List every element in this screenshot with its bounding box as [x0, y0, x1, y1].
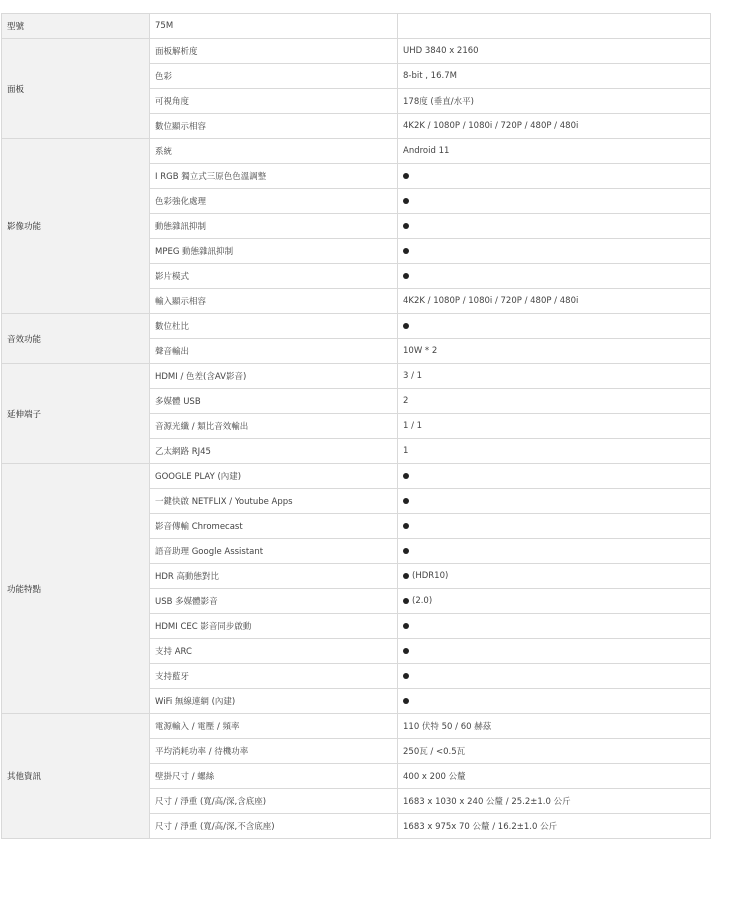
- spec-name-cell: 平均消耗功率 / 待機功率: [150, 739, 398, 764]
- spec-name-cell: 多媒體 USB: [150, 389, 398, 414]
- spec-value-cell: [398, 114, 711, 139]
- spec-value-cell: [398, 239, 711, 264]
- spec-value-text: 4K2K / 1080P / 1080i / 720P / 480P / 480i: [403, 121, 579, 131]
- spec-name-cell: 尺寸 / 淨重 (寬/高/深,不含底座): [150, 814, 398, 839]
- category-cell: 功能特點: [2, 464, 150, 714]
- spec-name-cell: WiFi 無線連網 (內建): [150, 689, 398, 714]
- spec-value-cell: [398, 789, 711, 814]
- spec-value-cell: [398, 39, 711, 64]
- supported-dot-icon: [403, 498, 409, 504]
- model-value: 75M: [150, 14, 398, 39]
- table-row-model: [2, 14, 711, 39]
- spec-value-text: 250瓦 / <0.5瓦: [403, 747, 466, 757]
- spec-value-cell: [398, 414, 711, 439]
- supported-dot-icon: [403, 598, 409, 604]
- spec-name-cell: 乙太網路 RJ45: [150, 439, 398, 464]
- spec-value-cell: [398, 489, 711, 514]
- spec-value-cell: [398, 314, 711, 339]
- spec-name-cell: 語音助理 Google Assistant: [150, 539, 398, 564]
- spec-value-text: 178度 (垂直/水平): [403, 97, 474, 107]
- supported-dot-icon: [403, 173, 409, 179]
- spec-name-cell: 支持 ARC: [150, 639, 398, 664]
- spec-name-cell: MPEG 動態雜訊抑制: [150, 239, 398, 264]
- spec-value-text: 1 / 1: [403, 421, 423, 431]
- spec-value-cell: [398, 664, 711, 689]
- spec-name-cell: 一鍵快啟 NETFLIX / Youtube Apps: [150, 489, 398, 514]
- spec-value-cell: [398, 689, 711, 714]
- supported-dot-icon: [403, 198, 409, 204]
- supported-dot-icon: [403, 623, 409, 629]
- spec-value-text: 8-bit , 16.7M: [403, 71, 457, 81]
- spec-name-cell: 數位顯示相容: [150, 114, 398, 139]
- spec-value-cell: [398, 214, 711, 239]
- spec-value-cell: [398, 564, 711, 589]
- spec-name-cell: 電源輸入 / 電壓 / 頻率: [150, 714, 398, 739]
- spec-value-cell: [398, 539, 711, 564]
- spec-name-cell: 可視角度: [150, 89, 398, 114]
- spec-value-text: (2.0): [412, 596, 433, 606]
- spec-name-cell: 音源光纖 / 類比音效輸出: [150, 414, 398, 439]
- spec-value-cell: [398, 464, 711, 489]
- spec-name-cell: USB 多媒體影音: [150, 589, 398, 614]
- table-row: [2, 714, 711, 739]
- spec-name-cell: HDR 高動態對比: [150, 564, 398, 589]
- spec-value-text: 3 / 1: [403, 371, 423, 381]
- spec-value-cell: [398, 89, 711, 114]
- spec-name-cell: 面板解析度: [150, 39, 398, 64]
- table-row: [2, 464, 711, 489]
- supported-dot-icon: [403, 673, 409, 679]
- table-row: [2, 364, 711, 389]
- spec-value-cell: [398, 614, 711, 639]
- spec-name-cell: HDMI CEC 影音同步啟動: [150, 614, 398, 639]
- spec-value-cell: [398, 64, 711, 89]
- spec-name-cell: HDMI / 色差(含AV影音): [150, 364, 398, 389]
- category-cell: 延伸端子: [2, 364, 150, 464]
- supported-dot-icon: [403, 273, 409, 279]
- spec-value-cell: [398, 364, 711, 389]
- supported-dot-icon: [403, 473, 409, 479]
- spec-value-text: 400 x 200 公釐: [403, 772, 466, 782]
- spec-value-cell: [398, 264, 711, 289]
- spec-name-cell: 影音傳輸 Chromecast: [150, 514, 398, 539]
- spec-name-cell: GOOGLE PLAY (內建): [150, 464, 398, 489]
- spec-value-text: 4K2K / 1080P / 1080i / 720P / 480P / 480i: [403, 296, 579, 306]
- spec-name-cell: 尺寸 / 淨重 (寬/高/深,含底座): [150, 789, 398, 814]
- supported-dot-icon: [403, 698, 409, 704]
- spec-name-cell: 動態雜訊抑制: [150, 214, 398, 239]
- spec-value-cell: [398, 439, 711, 464]
- spec-value-text: 1683 x 1030 x 240 公釐 / 25.2±1.0 公斤: [403, 797, 571, 807]
- spec-value-cell: [398, 764, 711, 789]
- supported-dot-icon: [403, 323, 409, 329]
- spec-value-text: 10W * 2: [403, 346, 438, 356]
- spec-name-cell: 影片模式: [150, 264, 398, 289]
- spec-value-text: Android 11: [403, 146, 450, 156]
- spec-value-cell: [398, 389, 711, 414]
- supported-dot-icon: [403, 573, 409, 579]
- spec-name-cell: 色彩: [150, 64, 398, 89]
- table-row: [2, 314, 711, 339]
- spec-value-text: 110 伏特 50 / 60 赫茲: [403, 722, 492, 732]
- supported-dot-icon: [403, 223, 409, 229]
- model-empty-cell: [398, 14, 711, 39]
- spec-value-cell: [398, 814, 711, 839]
- spec-value-cell: [398, 139, 711, 164]
- spec-value-cell: [398, 289, 711, 314]
- spec-value-text: UHD 3840 x 2160: [403, 46, 479, 56]
- spec-value-cell: [398, 639, 711, 664]
- table-row: [2, 139, 711, 164]
- spec-value-text: 2: [403, 396, 409, 406]
- spec-value-text: (HDR10): [412, 571, 449, 581]
- category-cell: 面板: [2, 39, 150, 139]
- spec-name-cell: 系統: [150, 139, 398, 164]
- supported-dot-icon: [403, 523, 409, 529]
- spec-value-cell: [398, 189, 711, 214]
- spec-name-cell: I RGB 獨立式三原色色溫調整: [150, 164, 398, 189]
- spec-name-cell: 色彩強化處理: [150, 189, 398, 214]
- spec-table-body: [2, 14, 711, 839]
- spec-name-cell: 壁掛尺寸 / 螺絲: [150, 764, 398, 789]
- model-label: 型號: [2, 14, 150, 39]
- spec-value-text: 1683 x 975x 70 公釐 / 16.2±1.0 公斤: [403, 822, 558, 832]
- category-cell: 音效功能: [2, 314, 150, 364]
- table-row: [2, 39, 711, 64]
- spec-value-cell: [398, 589, 711, 614]
- spec-table: [1, 13, 711, 839]
- spec-value-cell: [398, 714, 711, 739]
- spec-value-cell: [398, 164, 711, 189]
- spec-name-cell: 數位杜比: [150, 314, 398, 339]
- spec-name-cell: 支持藍牙: [150, 664, 398, 689]
- spec-name-cell: 聲音輸出: [150, 339, 398, 364]
- spec-name-cell: 輸入顯示相容: [150, 289, 398, 314]
- category-cell: 其他資訊: [2, 714, 150, 839]
- category-cell: 影像功能: [2, 139, 150, 314]
- supported-dot-icon: [403, 548, 409, 554]
- spec-value-text: 1: [403, 446, 409, 456]
- spec-value-cell: [398, 739, 711, 764]
- supported-dot-icon: [403, 248, 409, 254]
- spec-value-cell: [398, 339, 711, 364]
- supported-dot-icon: [403, 648, 409, 654]
- spec-value-cell: [398, 514, 711, 539]
